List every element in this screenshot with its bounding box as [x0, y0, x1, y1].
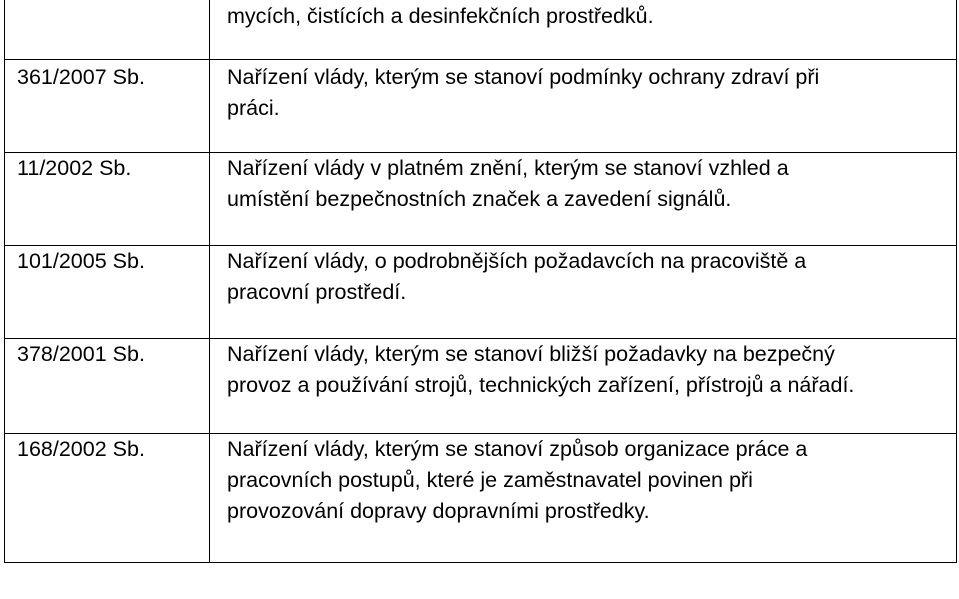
regulation-number-cell [5, 60, 210, 153]
regulation-number: 378/2001 Sb. [17, 342, 145, 366]
regulation-number-cell [5, 339, 210, 434]
regulation-number-cell [5, 0, 210, 60]
regulation-description-line: pracovní prostředí. [227, 280, 407, 304]
regulation-description-line: provoz a používání strojů, technických zařízení, přístrojů a nářadí. [227, 373, 855, 397]
regulation-description-line: provozování dopravy dopravními prostředky. [227, 499, 650, 523]
regulation-number: 361/2007 Sb. [17, 65, 145, 89]
table-row [5, 339, 957, 434]
regulation-description-line: mycích, čistících a desinfekčních prostředků. [227, 4, 654, 28]
regulation-description-line: práci. [227, 96, 280, 120]
regulation-description-cell [210, 0, 957, 60]
regulation-description-line: Nařízení vlády, o podrobnějších požadavcích na pracoviště a [227, 249, 807, 273]
table-row [5, 153, 957, 246]
regulation-description-cell [210, 60, 957, 153]
regulation-number-cell [5, 246, 210, 339]
table-row [5, 0, 957, 60]
regulation-number: 11/2002 Sb. [17, 156, 132, 180]
regulation-description-cell [210, 339, 957, 434]
regulation-description-line: Nařízení vlády, kterým se stanoví bližší požadavky na bezpečný [227, 342, 835, 366]
regulation-description-line: Nařízení vlády, kterým se stanoví podmínky ochrany zdraví při [227, 65, 820, 89]
regulations-table [4, 0, 957, 563]
regulation-description-cell [210, 246, 957, 339]
table-row [5, 60, 957, 153]
regulation-description-line: Nařízení vlády v platném znění, kterým se stanoví vzhled a [227, 156, 789, 180]
table-row [5, 434, 957, 563]
regulation-description-line: pracovních postupů, které je zaměstnavatel povinen při [227, 468, 753, 492]
regulation-number: 101/2005 Sb. [17, 249, 145, 273]
regulation-description-line: umístění bezpečnostních značek a zavedení signálů. [227, 187, 732, 211]
regulation-description-cell [210, 153, 957, 246]
regulation-number: 168/2002 Sb. [17, 437, 145, 461]
table-row [5, 246, 957, 339]
regulation-number-cell [5, 434, 210, 563]
regulation-number-cell [5, 153, 210, 246]
regulation-description-line: Nařízení vlády, kterým se stanoví způsob organizace práce a [227, 437, 808, 461]
regulation-description-cell [210, 434, 957, 563]
